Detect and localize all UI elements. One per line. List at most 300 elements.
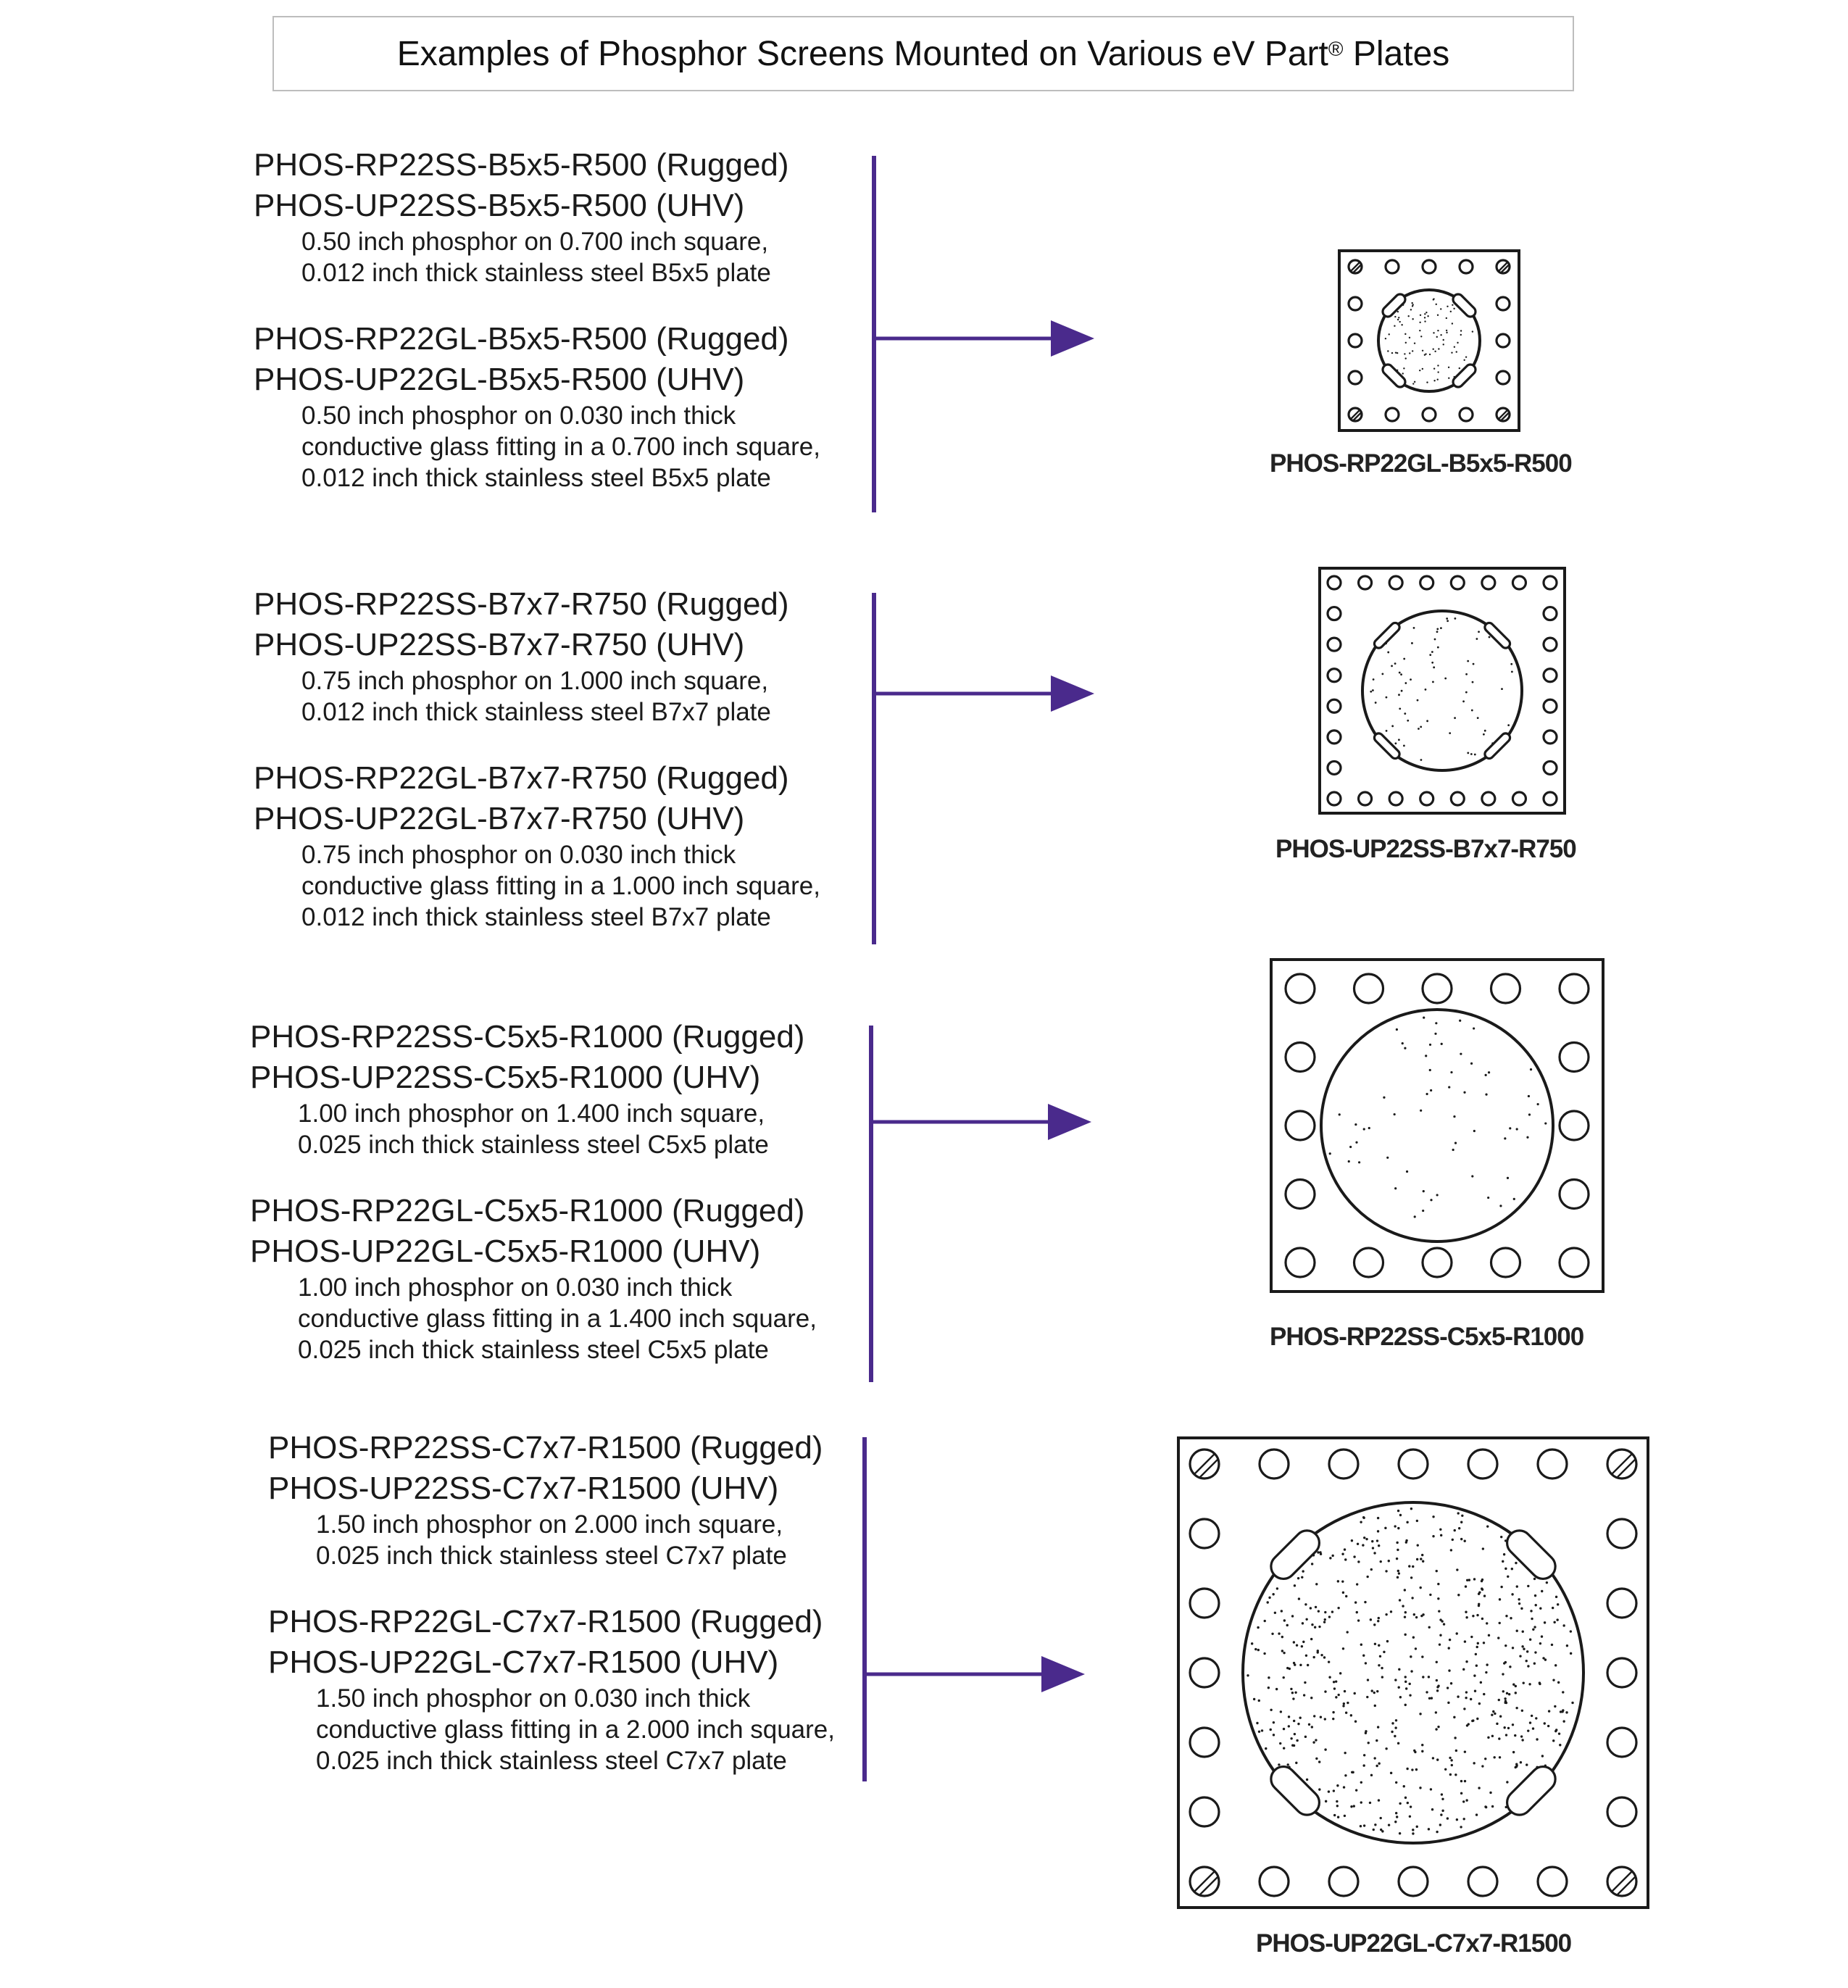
phosphor-speckle (1358, 1161, 1360, 1163)
phosphor-speckle (1481, 1580, 1483, 1582)
phosphor-speckle (1311, 1623, 1313, 1626)
phosphor-speckle (1436, 1686, 1439, 1688)
phosphor-speckle (1451, 352, 1452, 353)
description-line: 0.75 inch phosphor on 1.000 inch square, (301, 667, 769, 695)
phosphor-speckle (1428, 1828, 1430, 1830)
phosphor-speckle (1539, 1681, 1541, 1684)
phosphor-speckle (1394, 1525, 1396, 1527)
phosphor-speckle (1487, 1197, 1489, 1199)
phosphor-speckle (1447, 306, 1448, 307)
phosphor-speckle (1570, 1652, 1572, 1655)
phosphor-speckle (1470, 1698, 1472, 1700)
phosphor-speckle (1377, 1726, 1379, 1728)
phosphor-speckle (1553, 1621, 1555, 1623)
phosphor-speckle (1500, 1586, 1502, 1588)
phosphor-speckle (1405, 1687, 1407, 1689)
phosphor-speckle (1375, 1765, 1378, 1767)
phosphor-speckle (1446, 332, 1447, 333)
phosphor-speckle (1373, 1757, 1375, 1759)
plate-drawing-b7x7 (1315, 564, 1569, 818)
phosphor-speckle (1403, 1785, 1405, 1787)
phosphor-speckle (1497, 1636, 1499, 1639)
phosphor-speckle (1403, 658, 1405, 660)
phosphor-speckle (1394, 1113, 1396, 1115)
phosphor-speckle (1483, 733, 1485, 736)
phosphor-speckle (1429, 1069, 1431, 1071)
phosphor-speckle (1519, 1655, 1521, 1657)
phosphor-speckle (1411, 642, 1413, 644)
phosphor-speckle (1391, 1731, 1393, 1733)
phosphor-speckle (1406, 1521, 1408, 1523)
phosphor-speckle (1448, 1647, 1450, 1649)
phosphor-speckle (1270, 1709, 1272, 1711)
phosphor-speckle (1480, 1681, 1482, 1684)
mounting-hole (1544, 761, 1557, 774)
phosphor-speckle (1401, 690, 1403, 692)
mounting-hole (1190, 1519, 1219, 1548)
phosphor-speckle (1412, 350, 1413, 352)
phosphor-speckle (1276, 1587, 1278, 1589)
mounting-hole (1451, 576, 1464, 589)
phosphor-speckle (1422, 350, 1423, 352)
phosphor-speckle (1515, 1763, 1518, 1765)
phosphor-speckle (1430, 1089, 1432, 1091)
phosphor-speckle (1337, 1694, 1339, 1696)
phosphor-speckle (1329, 1152, 1331, 1155)
phosphor-speckle (1289, 1668, 1291, 1670)
phosphor-speckle (1475, 1653, 1477, 1655)
phosphor-speckle (1449, 1757, 1451, 1759)
phosphor-speckle (1499, 1205, 1502, 1207)
phosphor-speckle (1290, 1688, 1292, 1690)
phosphor-speckle (1508, 1693, 1510, 1695)
mounting-hole (1544, 699, 1557, 712)
phosphor-speckle (1499, 1756, 1501, 1758)
phosphor-speckle (1498, 1737, 1500, 1739)
phosphor-speckle (1436, 631, 1439, 633)
phosphor-speckle (1417, 699, 1419, 702)
phosphor-speckle (1414, 342, 1415, 344)
phosphor-speckle (1460, 334, 1462, 336)
phosphor-speckle (1460, 1826, 1462, 1828)
description-line: conductive glass fitting in a 1.400 inch square, (298, 1305, 817, 1333)
phosphor-speckle (1398, 1572, 1400, 1574)
phosphor-speckle (1494, 1713, 1496, 1715)
phosphor-speckle (1388, 1823, 1390, 1826)
phosphor-speckle (1452, 1149, 1454, 1151)
phosphor-speckle (1414, 381, 1415, 383)
phosphor-speckle (1436, 1570, 1438, 1572)
phosphor-speckle (1489, 636, 1491, 639)
model-name: PHOS-RP22SS-C7x7-R1500 (Rugged) (268, 1430, 823, 1465)
phosphor-speckle (1432, 681, 1434, 683)
phosphor-speckle (1344, 1558, 1347, 1560)
phosphor-speckle (1294, 1692, 1296, 1694)
phosphor-speckle (1463, 1818, 1465, 1820)
phosphor-speckle (1486, 1525, 1489, 1527)
phosphor-speckle (1459, 1020, 1461, 1022)
phosphor-speckle (1436, 1831, 1438, 1833)
phosphor-speckle (1409, 1683, 1411, 1685)
phosphor-speckle (1360, 1521, 1362, 1523)
phosphor-speckle (1448, 1669, 1450, 1671)
phosphor-speckle (1302, 1622, 1304, 1624)
phosphor-speckle (1312, 1741, 1315, 1743)
phosphor-speckle (1420, 1110, 1422, 1112)
mounting-hole (1190, 1589, 1219, 1618)
phosphor-speckle (1537, 1103, 1539, 1105)
phosphor-speckle (1372, 689, 1374, 691)
phosphor-speckle (1395, 1781, 1397, 1784)
phosphor-speckle (1265, 1747, 1267, 1750)
phosphor-speckle (1394, 316, 1396, 317)
phosphor-speckle (1441, 1798, 1444, 1800)
phosphor-speckle (1381, 673, 1383, 675)
phosphor-speckle (1507, 1177, 1509, 1179)
phosphor-speckle (1343, 1786, 1345, 1788)
screw-slot (1612, 1454, 1632, 1474)
phosphor-speckle (1395, 1812, 1397, 1814)
phosphor-speckle (1404, 333, 1406, 335)
phosphor-speckle (1324, 1690, 1326, 1692)
phosphor-speckle (1484, 1758, 1486, 1760)
phosphor-speckle (1522, 1631, 1524, 1633)
phosphor-speckle (1325, 1800, 1327, 1802)
phosphor-speckle (1320, 1654, 1323, 1656)
mounting-hole (1190, 1658, 1219, 1687)
phosphor-speckle (1454, 1737, 1456, 1739)
mounting-hole (1349, 334, 1362, 347)
phosphor-speckle (1433, 332, 1434, 333)
model-name: PHOS-RP22GL-C5x5-R1000 (Rugged) (250, 1193, 805, 1228)
phosphor-speckle (1383, 1097, 1385, 1099)
phosphor-speckle (1423, 1016, 1425, 1018)
phosphor-speckle (1473, 1762, 1475, 1764)
phosphor-speckle (1297, 1577, 1299, 1579)
phosphor-speckle (1395, 352, 1397, 353)
phosphor-speckle (1365, 1538, 1368, 1540)
mounting-hole (1423, 1248, 1452, 1277)
plate-caption: PHOS-RP22SS-C5x5-R1000 (1270, 1323, 1584, 1351)
phosphor-speckle (1408, 1565, 1410, 1567)
phosphor-speckle (1531, 1618, 1533, 1620)
phosphor-speckle (1473, 1130, 1476, 1132)
phosphor-speckle (1268, 1676, 1270, 1679)
description-line: 0.75 inch phosphor on 0.030 inch thick (301, 841, 736, 869)
phosphor-speckle (1439, 1823, 1441, 1826)
phosphor-speckle (1317, 1651, 1319, 1653)
phosphor-speckle (1457, 342, 1458, 344)
phosphor-speckle (1301, 1576, 1303, 1579)
phosphor-speckle (1446, 317, 1447, 319)
phosphor-speckle (1532, 1727, 1534, 1729)
phosphor-speckle (1450, 1071, 1452, 1073)
phosphor-speckle (1485, 1094, 1487, 1096)
phosphor-speckle (1394, 1735, 1396, 1737)
phosphor-speckle (1373, 678, 1375, 681)
phosphor-speckle (1376, 1690, 1378, 1692)
phosphor-speckle (1405, 1539, 1407, 1542)
phosphor-speckle (1344, 1548, 1346, 1550)
phosphor-speckle (1528, 1683, 1531, 1685)
phosphor-speckle (1412, 1565, 1414, 1568)
phosphor-speckle (1386, 730, 1388, 732)
mounting-hole (1491, 974, 1520, 1003)
phosphor-speckle (1296, 1739, 1298, 1742)
phosphor-speckle (1552, 1607, 1554, 1609)
phosphor-speckle (1439, 1529, 1441, 1531)
model-name: PHOS-RP22SS-B7x7-R750 (Rugged) (254, 586, 789, 622)
phosphor-speckle (1462, 1668, 1465, 1671)
phosphor-speckle (1462, 700, 1465, 702)
phosphor-speckle (1378, 1544, 1380, 1547)
phosphor-speckle (1530, 1610, 1532, 1612)
phosphor-speckle (1491, 1805, 1494, 1808)
phosphor-speckle (1489, 1792, 1491, 1794)
phosphor-speckle (1328, 1660, 1330, 1663)
phosphor-speckle (1430, 1788, 1432, 1790)
phosphor-speckle (1403, 744, 1405, 746)
phosphor-speckle (1385, 1747, 1387, 1750)
phosphor-speckle (1504, 1661, 1507, 1663)
phosphor-speckle (1397, 1510, 1399, 1512)
phosphor-speckle (1348, 1160, 1350, 1163)
phosphor-speckle (1438, 348, 1439, 349)
phosphor-speckle (1438, 1610, 1440, 1612)
phosphor-speckle (1420, 759, 1423, 761)
phosphor-speckle (1410, 678, 1412, 681)
mounting-hole (1399, 1867, 1428, 1896)
phosphor-speckle (1426, 720, 1428, 722)
phosphor-speckle (1425, 1093, 1428, 1095)
phosphor-speckle (1483, 1594, 1486, 1597)
phosphor-speckle (1398, 694, 1400, 696)
phosphor-speckle (1532, 1629, 1534, 1631)
phosphor-speckle (1363, 1536, 1365, 1539)
plate-drawing-c5x5 (1267, 955, 1607, 1296)
phosphor-speckle (1521, 1645, 1523, 1647)
phosphor-speckle (1454, 1529, 1456, 1531)
phosphor-speckle (1424, 317, 1425, 318)
mounting-hole (1286, 974, 1315, 1003)
phosphor-speckle (1506, 1781, 1508, 1783)
phosphor-speckle (1315, 1606, 1317, 1608)
phosphor-speckle (1420, 315, 1421, 316)
phosphor-speckle (1425, 1691, 1428, 1693)
phosphor-speckle (1526, 1650, 1528, 1652)
mounting-hole (1349, 371, 1362, 384)
phosphor-speckle (1274, 1612, 1276, 1614)
mounting-hole (1423, 260, 1436, 273)
phosphor-speckle (1278, 1632, 1280, 1634)
phosphor-speckle (1425, 1055, 1427, 1057)
phosphor-speckle (1404, 1047, 1406, 1049)
phosphor-speckle (1492, 1710, 1494, 1713)
phosphor-speckle (1557, 1681, 1560, 1684)
phosphor-speckle (1465, 1660, 1468, 1663)
phosphor-speckle (1411, 302, 1412, 304)
phosphor-speckle (1251, 1642, 1253, 1644)
phosphor-speckle (1302, 1570, 1304, 1572)
phosphor-speckle (1437, 371, 1439, 373)
mounting-hole (1328, 576, 1341, 589)
phosphor-speckle (1370, 1774, 1373, 1776)
plate-caption: PHOS-UP22SS-B7x7-R750 (1275, 835, 1576, 863)
phosphor-speckle (1411, 1768, 1413, 1771)
phosphor-speckle (1394, 1726, 1397, 1729)
phosphor-speckle (1453, 1115, 1455, 1118)
description-line: 0.025 inch thick stainless steel C7x7 plate (316, 1747, 787, 1775)
phosphor-speckle (1450, 1682, 1452, 1684)
phosphor-speckle (1474, 754, 1476, 756)
phosphor-speckle (1454, 346, 1455, 348)
description-line: 0.012 inch thick stainless steel B5x5 plate (301, 464, 771, 492)
phosphor-speckle (1396, 1816, 1398, 1818)
phosphor-speckle (1371, 1540, 1373, 1542)
phosphor-speckle (1431, 662, 1433, 664)
description-line: conductive glass fitting in a 1.000 inch square, (301, 872, 820, 900)
phosphor-speckle (1337, 1580, 1339, 1582)
phosphor-speckle (1428, 1676, 1430, 1678)
phosphor-speckle (1562, 1720, 1565, 1722)
phosphor-speckle (1447, 1702, 1449, 1704)
phosphor-speckle (1465, 1616, 1468, 1618)
phosphor-speckle (1460, 1053, 1462, 1055)
phosphor-speckle (1396, 1542, 1398, 1544)
phosphor-speckle (1436, 628, 1439, 631)
phosphor-speckle (1420, 336, 1422, 337)
mounting-hole (1286, 1248, 1315, 1277)
phosphor-speckle (1488, 1634, 1490, 1636)
mounting-hole (1560, 974, 1589, 1003)
phosphor-speckle (1498, 1699, 1500, 1701)
phosphor-speckle (1398, 1687, 1400, 1689)
phosphor-speckle (1305, 1655, 1307, 1657)
phosphor-speckle (1268, 1597, 1270, 1599)
phosphor-speckle (1342, 1647, 1344, 1650)
phosphor-speckle (1386, 696, 1388, 699)
phosphor-speckle (1402, 373, 1404, 374)
phosphor-speckle (1562, 1691, 1564, 1693)
phosphor-speckle (1373, 1623, 1375, 1626)
phosphor-speckle (1511, 1568, 1513, 1570)
phosphor-speckle (1473, 1027, 1475, 1029)
phosphor-speckle (1452, 304, 1453, 306)
phosphor-speckle (1339, 1672, 1341, 1674)
phosphor-speckle (1424, 320, 1425, 322)
phosphor-speckle (1416, 1520, 1418, 1522)
phosphor-speckle (1539, 1607, 1541, 1609)
phosphor-speckle (1415, 1647, 1417, 1650)
phosphor-speckle (1436, 1689, 1439, 1692)
phosphor-speckle (1412, 1832, 1414, 1834)
phosphor-speckle (1412, 1829, 1414, 1831)
phosphor-speckle (1329, 1557, 1331, 1559)
phosphor-speckle (1462, 1800, 1465, 1802)
phosphor-speckle (1315, 1758, 1318, 1760)
phosphor-speckle (1362, 1544, 1364, 1546)
phosphor-speckle (1362, 1655, 1365, 1657)
phosphor-speckle (1436, 1194, 1439, 1196)
phosphor-speckle (1416, 1558, 1418, 1560)
phosphor-speckle (1447, 620, 1449, 622)
phosphor-speckle (1472, 681, 1474, 683)
phosphor-speckle (1444, 1768, 1447, 1771)
phosphor-speckle (1418, 728, 1420, 730)
phosphor-speckle (1552, 1679, 1554, 1681)
phosphor-speckle (1324, 1718, 1326, 1720)
phosphor-speckle (1548, 1710, 1550, 1712)
phosphor-speckle (1443, 344, 1444, 345)
description-line: 1.00 inch phosphor on 0.030 inch thick (298, 1273, 733, 1302)
phosphor-speckle (1397, 1570, 1399, 1572)
phosphor-speckle (1355, 1141, 1357, 1144)
phosphor-speckle (1559, 1744, 1561, 1746)
phosphor-speckle (1435, 1022, 1437, 1024)
phosphor-speckle (1481, 1618, 1483, 1620)
phosphor-speckle (1387, 350, 1389, 352)
phosphor-speckle (1499, 1622, 1501, 1624)
mounting-hole (1607, 1797, 1636, 1826)
phosphor-speckle (1466, 1579, 1468, 1581)
phosphor-speckle (1404, 1611, 1407, 1613)
phosphor-speckle (1422, 368, 1423, 370)
mounting-hole (1260, 1867, 1289, 1896)
mounting-hole (1460, 260, 1473, 273)
mounting-hole (1607, 1658, 1636, 1687)
phosphor-speckle (1460, 330, 1462, 331)
phosphor-speckle (1515, 1685, 1517, 1687)
phosphor-speckle (1344, 1815, 1346, 1817)
phosphor-speckle (1396, 1028, 1398, 1031)
phosphor-speckle (1254, 1648, 1257, 1650)
phosphor-speckle (1516, 1630, 1518, 1632)
mounting-hole (1544, 638, 1557, 651)
description-line: 0.012 inch thick stainless steel B7x7 plate (301, 903, 771, 931)
mounting-hole (1538, 1450, 1567, 1478)
mounting-hole (1491, 1248, 1520, 1277)
phosphor-speckle (1421, 1744, 1423, 1746)
phosphor-speckle (1378, 1644, 1380, 1647)
phosphor-speckle (1275, 1688, 1278, 1690)
phosphor-speckle (1465, 1697, 1467, 1699)
mounting-hole (1544, 731, 1557, 744)
phosphor-speckle (1436, 304, 1437, 305)
phosphor-speckle (1429, 354, 1431, 355)
mounting-hole (1329, 1867, 1358, 1896)
plate-drawing-c7x7 (1174, 1434, 1652, 1912)
phosphor-speckle (1467, 752, 1469, 754)
phosphor-speckle (1523, 1681, 1525, 1684)
phosphor-speckle (1485, 1671, 1487, 1673)
phosphor-speckle (1394, 1821, 1397, 1823)
phosphor-speckle (1390, 1610, 1392, 1613)
phosphor-speckle (1430, 1199, 1432, 1201)
phosphor-speckle (1388, 1560, 1390, 1562)
model-name: PHOS-UP22GL-C5x5-R1000 (UHV) (250, 1234, 761, 1269)
phosphor-speckle (1288, 1725, 1290, 1727)
phosphor-speckle (1433, 666, 1435, 668)
phosphor-speckle (1439, 1634, 1441, 1636)
plate-drawing-b5x5 (1335, 246, 1523, 435)
phosphor-speckle (1460, 1521, 1462, 1523)
phosphor-speckle (1318, 1626, 1320, 1628)
phosphor-speckle (1349, 1146, 1352, 1148)
phosphor-speckle (1389, 333, 1390, 335)
phosphor-speckle (1486, 1663, 1488, 1665)
model-name: PHOS-UP22SS-C7x7-R1500 (UHV) (268, 1471, 779, 1506)
phosphor-speckle (1273, 1734, 1275, 1736)
